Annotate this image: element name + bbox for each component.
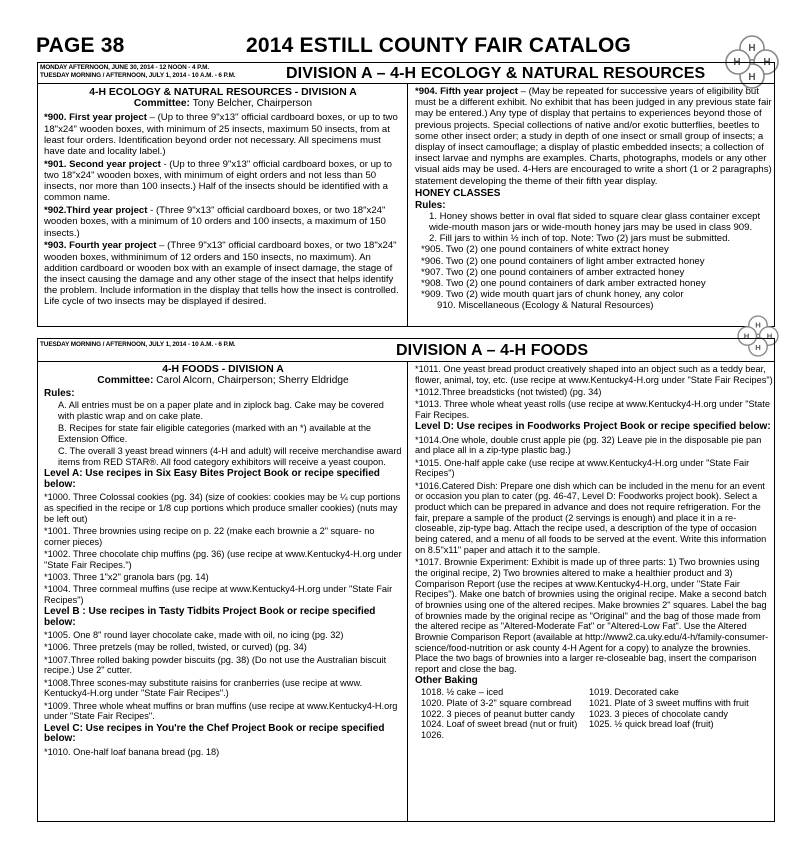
schedule-line: MONDAY AFTERNOON, JUNE 30, 2014 - 12 NOON - 4 P.M. (40, 64, 210, 71)
foods-class: *1015. One-half apple cake (use recipe at www.Kentucky4-H.org under "State Fair Recipes") (415, 457, 750, 479)
other-class: 1023. 3 pieces of chocolate candy (589, 708, 728, 719)
other-class: 1020. Plate of 3-2" square cornbread (421, 697, 572, 708)
honey-class: *907. Two (2) one pound containers of amber extracted honey (421, 266, 685, 278)
foods-schedule: TUESDAY MORNING / AFTERNOON, JULY 1, 2014 - 10 A.M. - 6 P.M. (40, 341, 236, 348)
honey-rule: 1. Honey shows better in oval flat sided to square clear glass container except wide-mouth mason jars or wide-mouth honey jars may be used in class 909. (429, 210, 761, 234)
foods-class: *1007.Three rolled baking powder biscuits (pg. 38) (Do not use the Australian biscuit recipe.) Use 2" cutter. (44, 654, 387, 676)
foods-class: *1004. Three cornmeal muffins (use recipe at www.Kentucky4-H.org under "State Fair Recipes") (44, 584, 393, 605)
svg-text:H: H (766, 331, 773, 341)
foods-class: *1010. One-half loaf banana bread (pg. 18) (44, 746, 220, 757)
other-class: 1026. (421, 729, 444, 740)
divider (38, 361, 774, 362)
level-d-heading: Level D: Use recipes in Foodworks Project Book or recipe specified below: (415, 421, 771, 433)
honey-rule: 2. Fill jars to within ½ inch of top. Note: Two (2) jars must be submitted. (429, 233, 731, 245)
class-label: *900. First year project (44, 112, 147, 124)
committee-label: Committee: (97, 374, 154, 386)
foods-class: *1001. Three brownies using recipe on p. 22 (make each brownie a 2" square- no corner pieces) (44, 525, 375, 547)
svg-text:H: H (755, 342, 761, 352)
class-900 (44, 112, 402, 157)
svg-text:H: H (733, 57, 741, 68)
foods-class: *1009. Three whole wheat muffins or bran muffins (use recipe at www.Kentucky4-H.org under "State Fair Recipes". (44, 700, 398, 722)
rules-heading: Rules: (44, 388, 75, 400)
foods-class: *1005. One 8" round layer chocolate cake, made with oil, no icing (pg. 32) (44, 630, 344, 641)
class-text: – (May be repeated for successive years of eligibility but must be a different exhibit. No exhibit that has been judged in any previous state fair may be entered.) Any type of display that pertains to experiences beyond those of previous projects. Special collections of native and/or exotic butterflies, beetles to some other insect order; a study in depth of one insect or small group of insects; a display of insect camouflage; a display of plastic embedded insects; a collection of insect larvae and nymphs are examples. Charts, photographs, models or any other visual aids may be used. 4-Hers are encouraged to write a short (1 or 2 paragraphs) statement developing the theme of their fifth year display. (415, 86, 772, 187)
foods-class: *1014.One whole, double crust apple pie (pg. 32) Leave pie in the disposable pie pan and place all in a zip-type plastic bag.) (415, 434, 762, 456)
svg-text:H: H (748, 43, 756, 54)
class-903 (44, 240, 402, 307)
class-text: – (Three 9"x13" official cardboard boxes, or two 18"x24" wooden boxes, withminimum of 12 orders and 150 insects, no maximum). An addition cardboard or wooden box with an example of insect damage, the stage of the insect causing the damage and any other stage of the insect that helps identify the problem. Include information in the display that tells how the insect is controlled. Life cycle of two insects may be displayed if desired. (44, 240, 399, 308)
page-header (36, 34, 776, 58)
catalog-title: 2014 ESTILL COUNTY FAIR CATALOG (246, 34, 632, 57)
level-c-heading: Level C: Use recipes in You're the Chef Project Book or recipe specified below: (44, 722, 385, 745)
foods-class: *1003. Three 1"x2" granola bars (pg. 14) (44, 571, 209, 582)
honey-class: 910. Miscellaneous (Ecology & Natural Resources) (437, 300, 654, 312)
other-class: 1021. Plate of 3 sweet muffins with fruit (589, 697, 749, 708)
class-902 (44, 205, 402, 239)
ecology-subtitle: 4-H ECOLOGY & NATURAL RESOURCES - DIVISION A (89, 87, 357, 98)
foods-class: *1008.Three scones-may substitute raisins for cranberries (use recipe at www. Kentucky4-H.org under "State Fair Recipes".) (44, 677, 363, 699)
foods-rule: A. All entries must be on a paper plate and in ziplock bag. Cake may be covered with plastic wrap and on cake plate. (58, 400, 384, 421)
other-baking-heading: Other Baking (415, 675, 478, 687)
class-text: - (Three 9"x13" official cardboard boxes, or two 18"x24" wooden boxes, with a minimum of 10 orders and 100 insects, a maximum of 150 insects.) (44, 205, 386, 239)
foods-class: *1012.Three breadsticks (not twisted) (pg. 34) (415, 387, 602, 397)
foods-rule: B. Recipes for state fair eligible categories (marked with an *) available at the Extension Office. (58, 423, 372, 444)
other-class: 1022. 3 pieces of peanut butter candy (421, 708, 575, 719)
other-baking-list (415, 687, 773, 741)
class-label: *904. Fifth year project (415, 86, 518, 97)
divider (38, 83, 774, 84)
foods-rule: C. The overall 3 yeast bread winners (4-H and adult) will receive merchandise award items from RED STAR®. All food category exhibitors will receive a yeast coupon. (58, 446, 402, 467)
foods-class: *1002. Three chocolate chip muffins (pg. 36) (use recipe at www.Kentucky4-H.org under "State Fair Recipes.") (44, 548, 402, 570)
ecology-committee (44, 98, 402, 109)
foods-class: *1017. Brownie Experiment: Exhibit is made up of three parts: 1) Two brownies using the original recipe, 2) Two brownies altered to make a healthier product and 3) Comparison Report (use the recipes at www.Kentucky4-H.org, under "State Fair Recipes"). Make one batch of brownies using the original recipe. Make a second batch of brownies using one of the altered recipes. Make brownies 2" squares. Label the bag of brownies made by the original recipe as "Original" and the bag of those made from the altered recipe as "Altered-Moderate Fat" or "Altered-Low Fat". Use the Altered Brownie Comparison Report (available at http://www2.ca.uky.edu/4-h/family-consumer-science/food-nutrition or ask county 4-H Agent for a copy) to analyze the brownies. Place the two bags of brownies into a larger re-closeable bag, insert the comparison report and close the bag. (415, 557, 769, 675)
class-text: – (Up to three 9"x13" official cardboard boxes, or up to two 18"x24" wooden boxes, with minimum of 25 insects, maximum 50 insects, from at least four orders. Identification beyond order not necessary. All specimens must have date and locality label.) (44, 112, 398, 158)
other-class: 1025. ½ quick bread loaf (fruit) (589, 719, 714, 730)
committee-names: Tony Belcher, Chairperson (189, 98, 313, 110)
other-class: 1019. Decorated cake (589, 687, 679, 698)
other-class (589, 730, 759, 741)
svg-text:H: H (743, 331, 750, 341)
rules-heading: Rules: (415, 199, 446, 211)
svg-text:H: H (763, 57, 771, 68)
other-class: 1024. Loaf of sweet bread (nut or fruit) (421, 719, 578, 730)
page-number: PAGE 38 (36, 34, 125, 57)
honey-class: *905. Two (2) one pound containers of white extract honey (421, 244, 669, 256)
foods-right-column (415, 364, 773, 741)
class-901 (44, 159, 402, 204)
foods-class: *1013. Three whole wheat yeast rolls (use recipe at www.Kentucky4-H.org under "State Fair Recipes. (415, 399, 770, 420)
class-text: - (Up to three 9"x13" official cardboard boxes, or up to two 18"x24" wooden boxes, with minimum of eight orders and not less than 50 insects, nor more than 100 insects.) Half of the insects should be identified with a common name. (44, 158, 392, 204)
foods-class: *1000. Three Colossal cookies (pg. 34) (size of cookies: cookies may be ¼ cup portions as specified in the recipe or 1/8 cup portions which produce smaller cookies) (nuts may be left out) (44, 492, 401, 524)
foods-left-column (44, 365, 402, 759)
class-label: *903. Fourth year project (44, 240, 157, 252)
ecology-section (37, 62, 775, 327)
foods-section (37, 338, 775, 822)
ecology-left-column (44, 87, 402, 309)
column-divider (407, 83, 408, 327)
level-b-heading: Level B : Use recipes in Tasty Tidbits Project Book or recipe specified below: (44, 606, 376, 628)
foods-class: *1011. One yeast bread product creatively shaped into an object such as a teddy bear, flower, animal, toy, etc. (use recipe at www.Kentucky4-H.org under "State Fair Recipes") (415, 364, 773, 385)
committee-label: Committee: (133, 98, 190, 110)
class-label: *902.Third year project (44, 205, 148, 217)
foods-committee (44, 376, 402, 387)
foods-class: *1016.Catered Dish: Prepare one dish which can be included in the menu for an event or occasion you plan to cater (pg. 46-47, Level D: Foodworks project book). Select a product which can be prepared in advance and does not require refrigeration. For the fair, prepare a sample of the product (2 servings is enough) and place it in a re-closeable, zip-type bag. Attach the recipe used, a description of the type of occasion being catered, and a menu of all foods to be served at the event. Write this information on 8.5"x11" paper and attach it to the sample. (415, 480, 767, 555)
class-904 (415, 86, 772, 187)
svg-text:H: H (755, 320, 761, 330)
ecology-schedule (40, 64, 235, 79)
other-class: 1018. ½ cake – iced (421, 687, 504, 698)
level-a-heading: Level A: Use recipes in Six Easy Bites Project Book or recipe specified below: (44, 468, 380, 490)
honey-heading: HONEY CLASSES (415, 188, 501, 200)
honey-class: *909. Two (2) wide mouth quart jars of chunk honey, any color (421, 289, 684, 301)
svg-text:H: H (748, 72, 756, 83)
honey-class: *908. Two (2) one pound containers of dark amber extracted honey (421, 278, 706, 290)
foods-class: *1006. Three pretzels (may be rolled, twisted, or curved) (pg. 34) (44, 642, 307, 653)
schedule-line: TUESDAY MORNING / AFTERNOON, JULY 1, 2014 - 10 A.M. - 6 P.M. (40, 71, 236, 79)
committee-names: Carol Alcorn, Chairperson; Sherry Eldridge (153, 374, 349, 386)
ecology-right-column (415, 86, 772, 312)
foods-division-title: DIVISION A – 4-H FOODS (396, 342, 589, 359)
class-label: *901. Second year project (44, 158, 161, 170)
ecology-division-title: DIVISION A – 4-H ECOLOGY & NATURAL RESOURCES (286, 65, 706, 82)
column-divider (407, 361, 408, 822)
foods-subtitle: 4-H FOODS - DIVISION A (162, 364, 284, 375)
honey-class: *906. Two (2) one pound containers of light amber extracted honey (421, 255, 705, 267)
